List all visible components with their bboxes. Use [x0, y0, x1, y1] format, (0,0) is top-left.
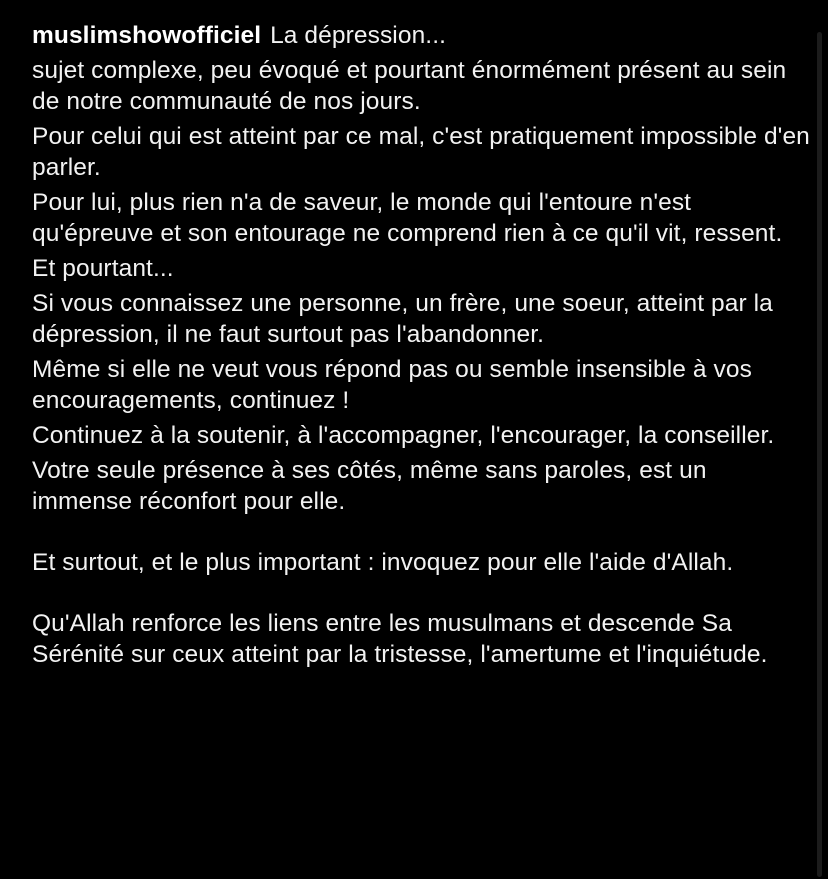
username-link[interactable]: muslimshowofficiel: [32, 22, 262, 49]
caption-paragraph: Votre seule présence à ses côtés, même sans paroles, est un immense réconfort pour elle.: [32, 457, 707, 515]
caption-paragraph: Continuez à la soutenir, à l'accompagner, l'encourager, la conseiller.: [32, 422, 775, 449]
post-caption: [32, 20, 812, 674]
caption-header-line: [32, 20, 812, 51]
caption-paragraph: sujet complexe, peu évoqué et pourtant énormément présent au sein de notre communauté de nos jours.: [32, 57, 787, 115]
caption-paragraph: Pour celui qui est atteint par ce mal, c'est pratiquement impossible d'en parler.: [32, 123, 810, 181]
caption-paragraph: Et surtout, et le plus important : invoquez pour elle l'aide d'Allah.: [32, 549, 734, 576]
scrollbar[interactable]: [817, 32, 822, 877]
caption-paragraph: Et pourtant...: [32, 255, 174, 282]
caption-paragraph: Pour lui, plus rien n'a de saveur, le monde qui l'entoure n'est qu'épreuve et son entourage ne comprend rien à ce qu'il vit, ressent.: [32, 189, 783, 247]
caption-paragraph: Même si elle ne veut vous répond pas ou semble insensible à vos encouragements, continuez !: [32, 356, 752, 414]
caption-paragraph: Qu'Allah renforce les liens entre les musulmans et descende Sa Sérénité sur ceux atteint par la tristesse, l'amertume et l'inquiétude.: [32, 610, 768, 668]
caption-paragraph: Si vous connaissez une personne, un frère, une soeur, atteint par la dépression, il ne faut surtout pas l'abandonner.: [32, 290, 773, 348]
caption-title: La dépression...: [270, 22, 447, 49]
